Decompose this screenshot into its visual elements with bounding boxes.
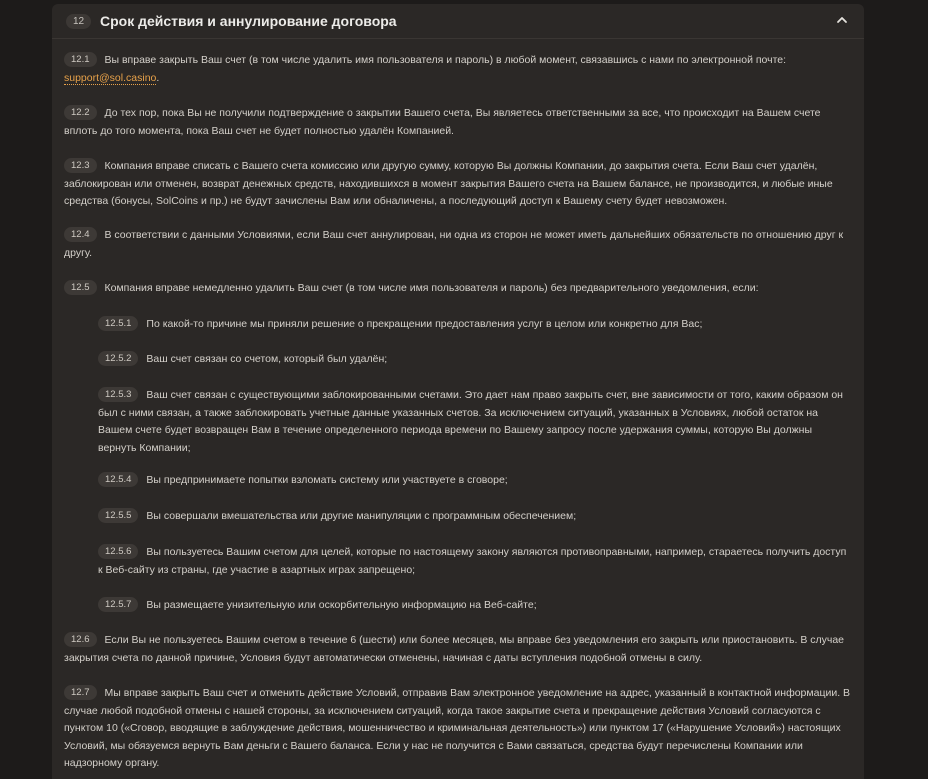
clause-text: Вы совершали вмешательства или другие манипуляции с программным обеспечением; [146,510,577,522]
clause-12-3 [64,158,844,211]
clause-number-badge: 12.1 [64,52,97,67]
clause-12-5-2 [98,351,852,369]
clause-text: Компания вправе списать с Вашего счета комиссию или другую сумму, которую Вы должны Компании, до закрытия счета. Если Ваш счет удалён, заблокирован или отменен, возврат денежных средств, находившихся в момент закрытия Вашего счета на Вашем балансе, не производится, и любые иные средства (бонусы, SolCoins и пр.) не будут зачислены Вам или обналичены, а последующий доступ к Вашему счету будет невозможен. [64,160,833,207]
clause-text: Вы пользуетесь Вашим счетом для целей, которые по настоящему закону являются противоправными, например, стараетесь получить доступ к Веб-сайту из страны, где участие в азартных играх запрещено; [98,546,847,576]
clause-12-5-7 [98,597,852,615]
clause-text: Ваш счет связан со счетом, который был удалён; [146,353,388,365]
clause-12-5-5 [98,508,852,526]
clause-12-6 [64,632,852,667]
clause-number-badge: 12.2 [64,105,97,120]
clause-12-4 [64,227,844,262]
clause-12-5 [64,280,844,298]
clause-12-5-3 [98,387,852,457]
clause-number-badge: 12.7 [64,685,97,700]
clause-text: До тех пор, пока Вы не получили подтверждение о закрытии Вашего счета, Вы являетесь ответственными за все, что происходит на Вашем счете вплоть до того момента, пока Ваш счет не будет полностью удалён Компанией. [64,107,821,137]
clause-number-badge: 12.3 [64,158,97,173]
clause-12-5-1 [98,316,852,334]
support-email-link[interactable]: support@sol.casino [64,71,157,84]
clause-number-badge: 12.5.5 [98,508,138,523]
clause-number-badge: 12.5.6 [98,544,138,559]
clause-number-badge: 12.5 [64,280,97,295]
clause-text: Вы размещаете унизительную или оскорбительную информацию на Веб-сайте; [146,599,537,611]
clause-number-badge: 12.5.2 [98,351,138,366]
clause-12-1 [64,52,844,87]
clause-12-7 [64,685,852,773]
clause-text: В соответствии с данными Условиями, если Ваш счет аннулирован, ни одна из сторон не может иметь дальнейших обязательств по отношению друг к другу. [64,229,844,259]
clause-text: Вы предпринимаете попытки взломать систему или участвуете в сговоре; [146,474,508,486]
clause-text: Компания вправе немедленно удалить Ваш счет (в том числе имя пользователя и пароль) без предварительного уведомления, если: [104,282,759,294]
clause-12-5-4 [98,472,852,490]
section-title: Срок действия и аннулирование договора [100,13,397,29]
clause-text-end: . [156,71,160,84]
clause-number-badge: 12.5.3 [98,387,138,402]
clause-number-badge: 12.5.1 [98,316,138,331]
clause-text: Мы вправе закрыть Ваш счет и отменить действие Условий, отправив Вам электронное уведомление на адрес, указанный в контактной информации. В случае любой подобной отмены с нашей стороны, за исключением ситуаций, когда такое закрытие счета и прекращение действия Условий согласуются с пунктом 10 («Сговор, вводящие в заблуждение действия, мошенничество и криминальная деятельность») или пунктом 17 («Нарушение Условий») настоящих Условий, мы обязуемся вернуть Вам деньги с Вашего баланса. Если у нас не получится с Вами связаться, средства будут перечислены Компании или надзорному органу. [64,687,851,769]
clause-number-badge: 12.4 [64,227,97,242]
clause-number-badge: 12.5.7 [98,597,138,612]
clause-12-5-6 [98,544,852,579]
clause-text: Вы вправе закрыть Ваш счет (в том числе удалить имя пользователя и пароль) в любой момент, связавшись с нами по электронной почте: [104,54,787,66]
clause-text: По какой-то причине мы приняли решение о прекращении предоставления услуг в целом или конкретно для Вас; [146,318,703,330]
clause-text: Если Вы не пользуетесь Вашим счетом в течение 6 (шести) или более месяцев, мы вправе без уведомления его закрыть или приостановить. В случае закрытия счета по данной причине, Условия будут автоматически отменены, начиная с даты вступления подобной отмены в силу. [64,634,845,664]
terms-section-panel [52,4,864,779]
clause-number-badge: 12.5.4 [98,472,138,487]
clause-number-badge: 12.6 [64,632,97,647]
section-number-badge: 12 [66,14,91,29]
chevron-up-icon[interactable] [834,12,850,28]
section-header[interactable] [52,4,864,39]
clause-12-2 [64,105,844,140]
clause-text: Ваш счет связан с существующими заблокированными счетами. Это дает нам право закрыть счет, вне зависимости от того, каким образом он был с ними связан, а также заблокировать учетные данные указанных счетов. За исключением ситуаций, указанных в Условиях, любой остаток на Вашем счете будет возвращен Вам в течение определенного периода времени по Вашему запросу после удержания суммы, которую Вы должны вернуть Компании; [98,389,843,454]
